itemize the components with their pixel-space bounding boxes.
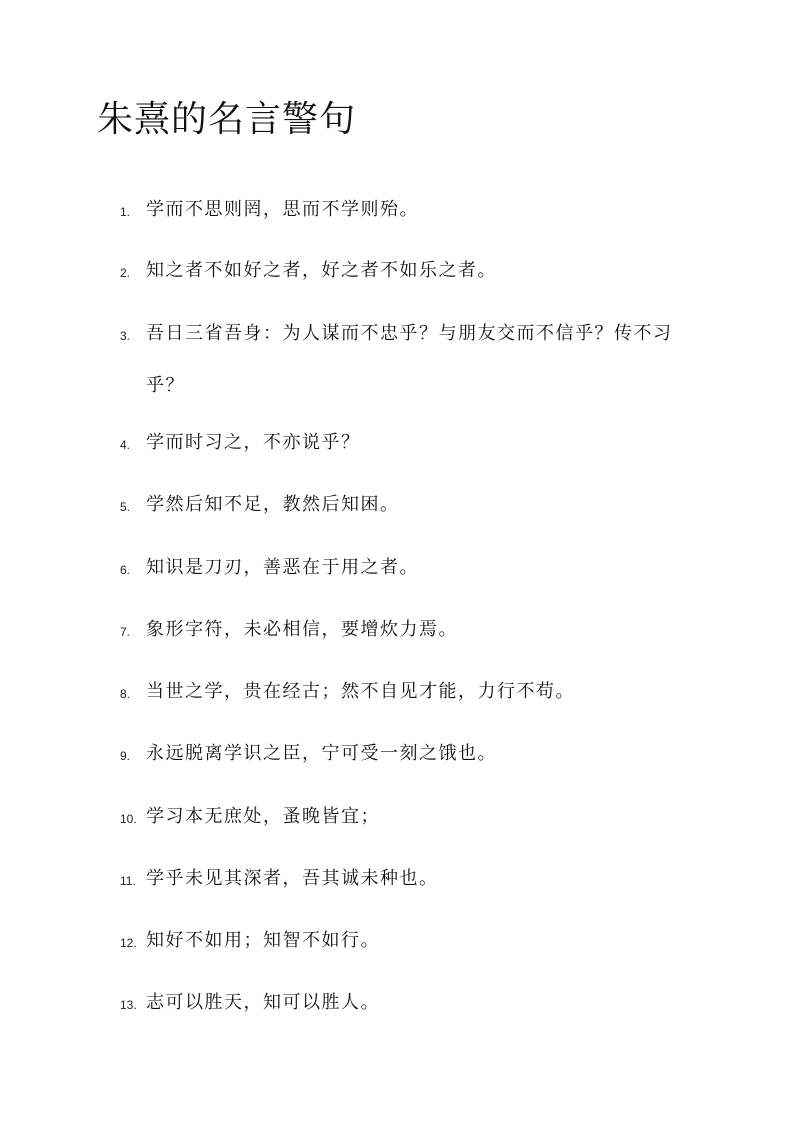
- item-number: 4.: [120, 438, 131, 452]
- quote-text: 学而不思则罔，思而不学则殆。: [146, 199, 419, 220]
- quote-text: 知识是刀刃，善恶在于用之者。: [146, 557, 419, 578]
- item-number: 10.: [120, 812, 137, 826]
- list-item: [120, 867, 700, 891]
- item-number: 5.: [120, 500, 131, 514]
- list-item: [120, 618, 700, 642]
- list-item: [120, 680, 700, 704]
- list-item: [120, 742, 700, 766]
- item-number: 2.: [120, 266, 131, 280]
- quote-text: 学然后知不足，教然后知困。: [146, 494, 400, 515]
- item-number: 7.: [120, 625, 131, 639]
- item-number: 11.: [120, 874, 136, 888]
- quote-text: 永远脱离学识之臣，宁可受一刻之饿也。: [146, 743, 497, 764]
- item-number: 12.: [120, 936, 137, 950]
- quote-text: 当世之学，贵在经古；然不自见才能，力行不苟。: [146, 681, 575, 702]
- quote-text: 学习本无庶处，蚤晚皆宜；: [146, 806, 380, 827]
- quote-text: 学而时习之，不亦说乎？: [146, 432, 361, 453]
- item-number: 1.: [120, 205, 131, 219]
- page-title: 朱熹的名言警句: [97, 99, 357, 140]
- quote-text: 知好不如用；知智不如行。: [146, 930, 380, 951]
- list-item: [120, 805, 700, 829]
- quote-text: 象形字符，未必相信，要增炊力焉。: [146, 619, 458, 640]
- list-item: [120, 198, 700, 222]
- quote-text: 知之者不如好之者，好之者不如乐之者。: [146, 260, 497, 281]
- list-item: [120, 929, 700, 953]
- quote-text: 学乎未见其深者，吾其诚未种也。: [146, 868, 439, 889]
- item-number: 3.: [120, 329, 131, 343]
- item-number: 6.: [120, 563, 131, 577]
- item-number: 8.: [120, 687, 131, 701]
- item-number: 13.: [120, 998, 137, 1012]
- list-item: [120, 431, 700, 455]
- list-item: [120, 322, 700, 412]
- quote-text: 志可以胜天，知可以胜人。: [146, 992, 380, 1013]
- list-item: [120, 259, 700, 283]
- quote-text: 吾日三省吾身：为人谋而不忠乎？与朋友交而不信乎？传不习乎？: [146, 323, 673, 396]
- list-item: [120, 493, 700, 517]
- item-number: 9.: [120, 749, 131, 763]
- list-item: [120, 556, 700, 580]
- list-item: [120, 991, 700, 1015]
